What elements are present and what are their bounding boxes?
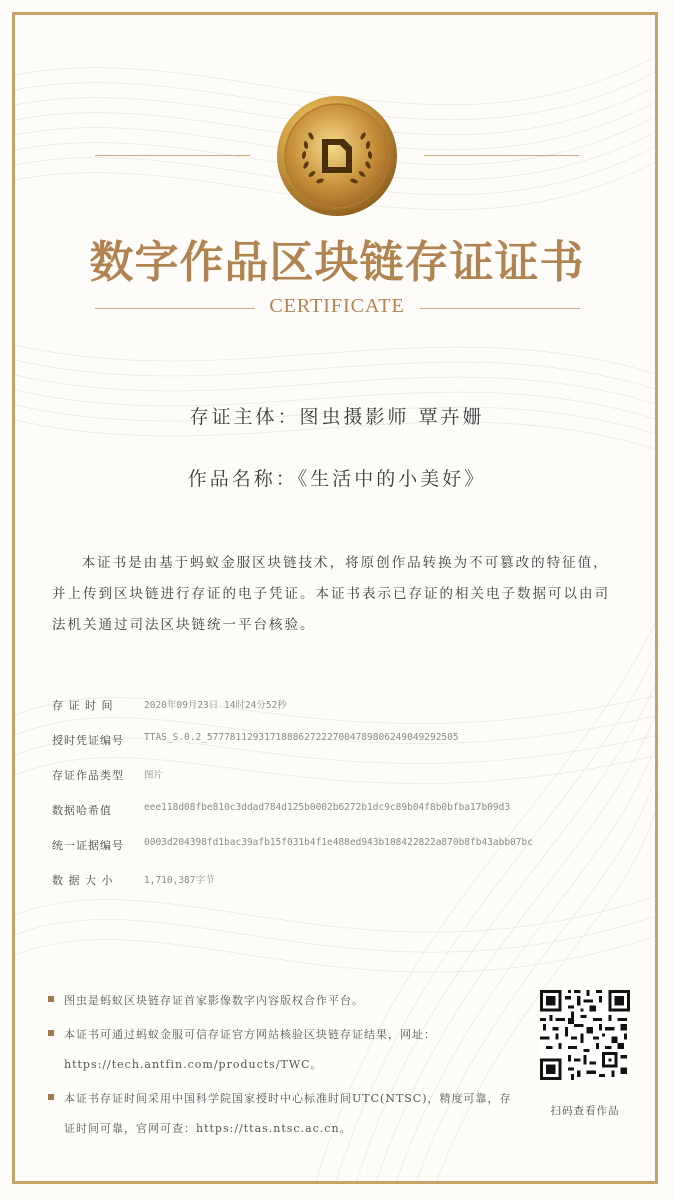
detail-value: 2020年09月23日 14时24分52秒 xyxy=(144,700,287,711)
detail-label: 存证作品类型 xyxy=(52,769,124,782)
detail-label: 统一证据编号 xyxy=(52,839,124,852)
square-bullet-icon xyxy=(48,996,54,1002)
note-item xyxy=(48,986,518,1016)
certificate-subtitle: CERTIFICATE xyxy=(269,295,405,317)
detail-label: 数 据 大 小 xyxy=(52,874,114,887)
holder-label: 存证主体： xyxy=(189,406,300,428)
square-bullet-icon xyxy=(48,1030,54,1036)
detail-value: eee118d08fbe810c3ddad784d125b0002b6272b1dc9c89b04f8b0bfba17b09d3 xyxy=(144,802,511,813)
note-item xyxy=(48,1020,518,1080)
gold-seal-icon xyxy=(276,95,398,217)
detail-value: 0003d204398fd1bac39afb15f031b4f1e488ed943b108422822a870b8fb43abb07bc xyxy=(144,837,533,848)
detail-value: 1,710,387字节 xyxy=(144,875,215,886)
note-item xyxy=(48,1084,518,1144)
detail-value: 图片 xyxy=(144,770,164,781)
top-rule-right xyxy=(424,155,579,156)
note-text: 本证书存证时间采用中国科学院国家授时中心标准时间UTC(NTSC)，精度可靠，存证时间可靠，官网可查：https://ttas.ntsc.ac.cn。 xyxy=(64,1092,512,1135)
work-line xyxy=(0,464,674,491)
note-text: 本证书可通过蚂蚁金服可信存证官方网站核验区块链存证结果，网址：https://tech.antfin.com/products/TWC。 xyxy=(64,1028,436,1071)
square-bullet-icon xyxy=(48,1094,54,1100)
detail-label: 存 证 时 间 xyxy=(52,699,114,712)
subtitle-rule-right xyxy=(420,308,580,309)
detail-value: TTAS_S.0.2_57778112931718886272227004789806249049292505 xyxy=(144,732,459,743)
certificate-title: 数字作品区块链存证证书 xyxy=(89,237,585,288)
detail-label: 授时凭证编号 xyxy=(52,734,124,747)
holder-line xyxy=(0,402,674,429)
holder-value: 图虫摄影师 覃卉姗 xyxy=(299,406,485,428)
qr-code[interactable] xyxy=(540,990,630,1080)
detail-label: 数据哈希值 xyxy=(52,804,112,817)
notes-list xyxy=(48,986,518,1144)
qr-caption: 扫码查看作品 xyxy=(550,1105,620,1117)
work-value: 《生活中的小美好》 xyxy=(297,468,487,490)
work-label: 作品名称： xyxy=(187,468,298,490)
top-rule-left xyxy=(95,155,250,156)
note-text: 图虫是蚂蚁区块链存证首家影像数字内容版权合作平台。 xyxy=(64,994,364,1007)
certificate-description: 本证书是由基于蚂蚁金服区块链技术，将原创作品转换为不可篡改的特征值，并上传到区块链进行存证的电子凭证。本证书表示已存证的相关电子数据可以由司法机关通过司法区块链统一平台核验。 xyxy=(52,555,610,633)
